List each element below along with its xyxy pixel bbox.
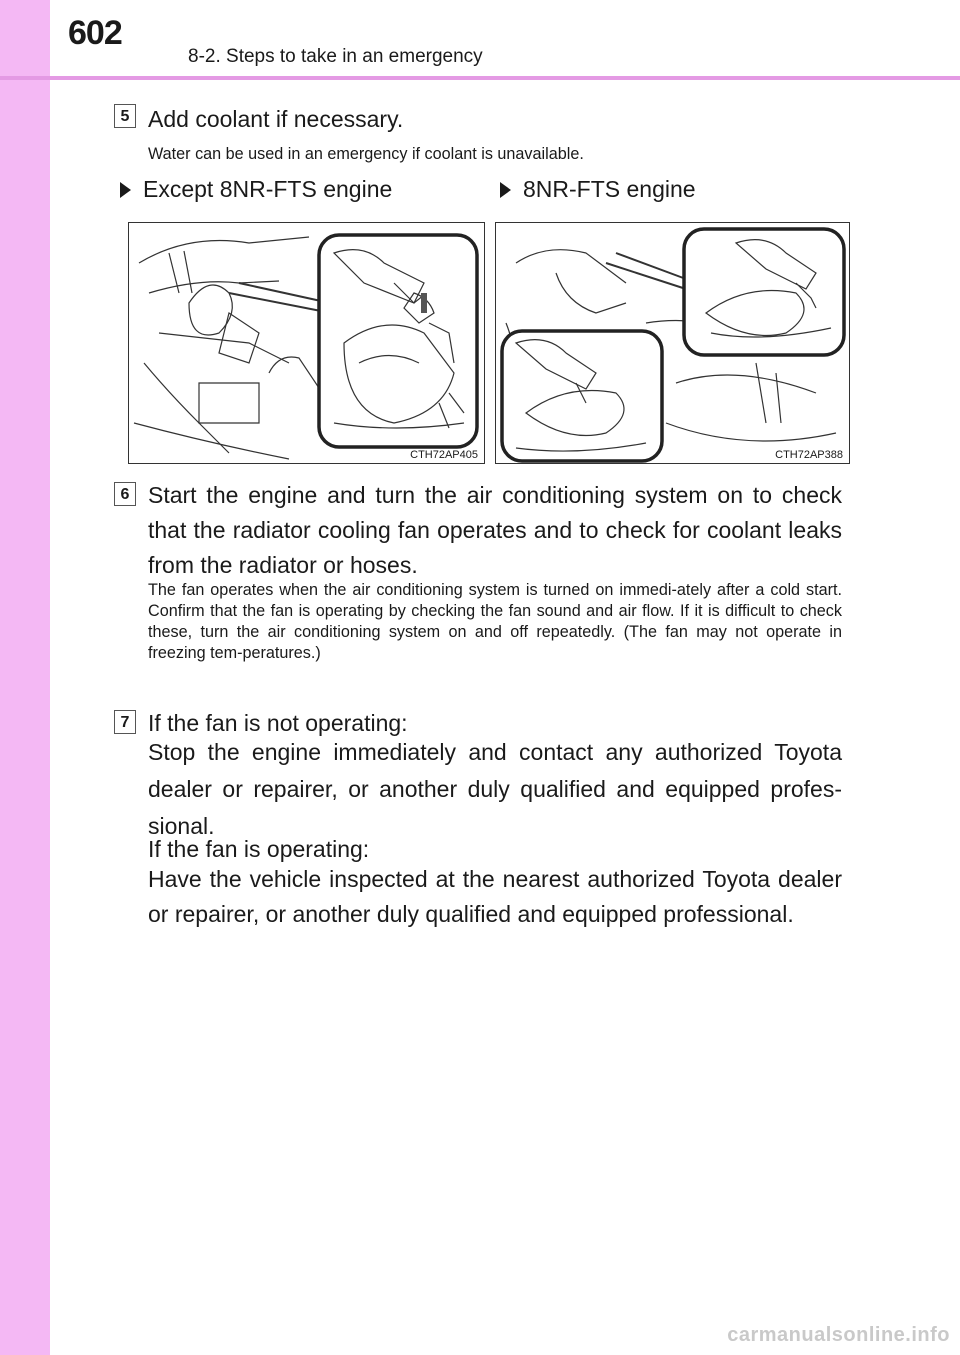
variant-label-8nr: 8NR-FTS engine bbox=[500, 176, 696, 203]
step-7-operating-text: Have the vehicle inspected at the nearest authorized Toyota dealer or repairer, or another duly qualified and equipped professional. bbox=[148, 866, 842, 927]
step-number-5: 5 bbox=[114, 104, 136, 128]
engine-bay-illustration bbox=[129, 223, 485, 464]
step-7-not-operating-heading: If the fan is not operating: bbox=[148, 710, 408, 736]
page-number: 602 bbox=[68, 14, 122, 52]
step-6-text: Start the engine and turn the air conditioning system on to check that the radiator cooling fan operates and to check for coolant leaks from the radiator or hoses. bbox=[148, 482, 842, 578]
step-7-not-operating-text: Stop the engine immediately and contact any authorized Toyota dealer or repairer, or another duly qualified and equipped profes-sional. bbox=[148, 739, 842, 839]
figure-8nr-engine bbox=[495, 222, 850, 464]
step-number-6: 6 bbox=[114, 482, 136, 506]
section-title: 8-2. Steps to take in an emergency bbox=[188, 46, 483, 67]
figure-code: CTH72AP388 bbox=[775, 449, 843, 461]
header-rule bbox=[0, 76, 960, 80]
triangle-bullet-icon bbox=[500, 182, 511, 198]
step-5-title: Add coolant if necessary. bbox=[148, 106, 404, 132]
variant-label-except-8nr: Except 8NR-FTS engine bbox=[120, 176, 392, 203]
triangle-bullet-icon bbox=[120, 182, 131, 198]
side-tab-strip bbox=[0, 0, 50, 1355]
step-6-note: The fan operates when the air conditioning system is turned on immedi-ately after a cold start. Confirm that the fan is operating by checking the fan sound and air flow. If it is difficult to check these, turn the air conditioning system on and off repeatedly. (The fan may not operate in freezing tem-peratures.) bbox=[148, 581, 842, 662]
step-5-note: Water can be used in an emergency if coolant is unavailable. bbox=[148, 145, 584, 163]
engine-bay-illustration bbox=[496, 223, 850, 464]
step-number-7: 7 bbox=[114, 710, 136, 734]
figure-code: CTH72AP405 bbox=[410, 449, 478, 461]
watermark: carmanualsonline.info bbox=[727, 1324, 950, 1346]
figure-except-8nr-engine bbox=[128, 222, 485, 464]
step-7-operating-heading: If the fan is operating: bbox=[148, 836, 370, 862]
